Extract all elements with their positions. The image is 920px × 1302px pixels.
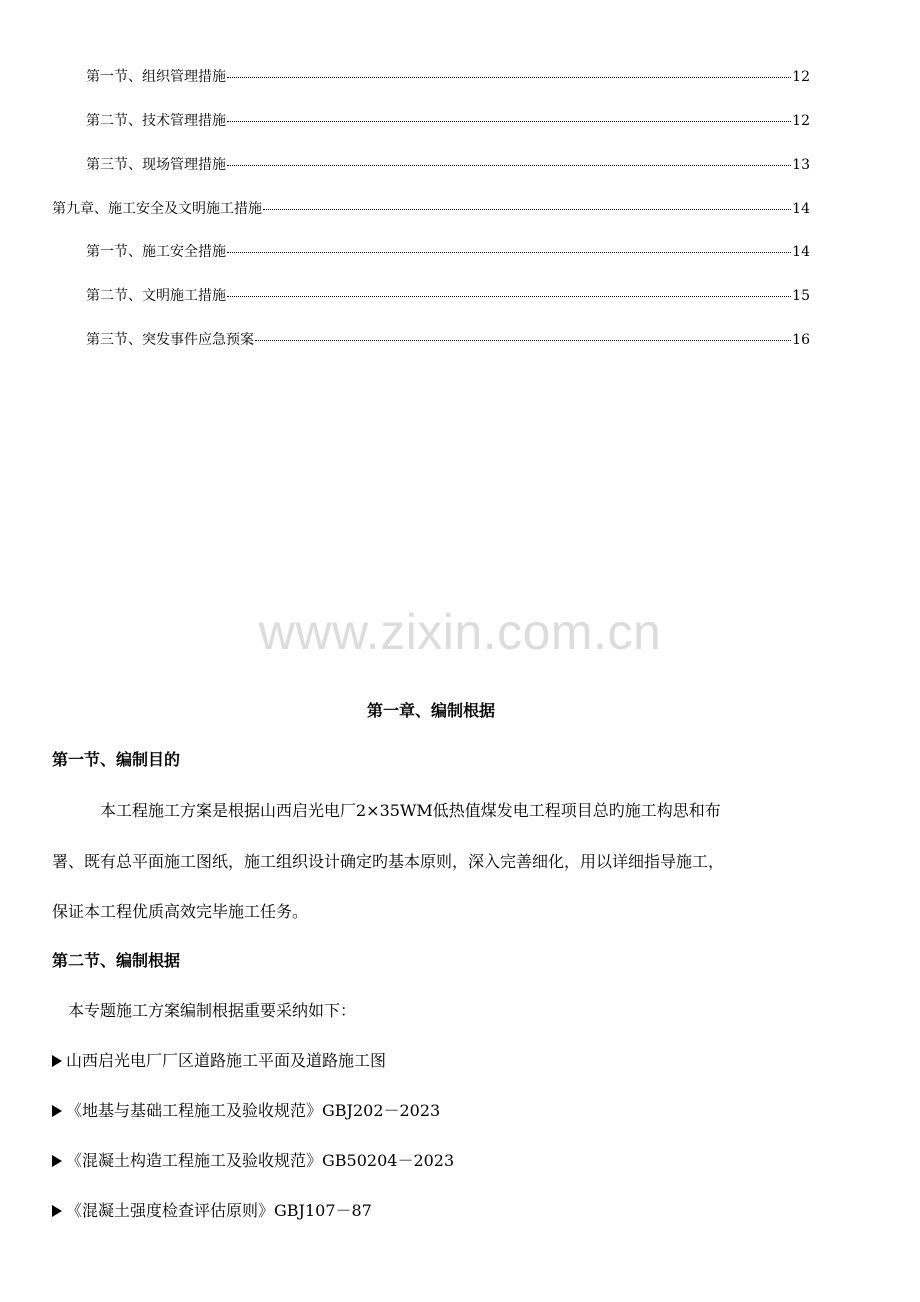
toc-entry-page: 14 bbox=[792, 201, 810, 217]
toc-leader bbox=[227, 121, 791, 122]
section-title: 第一节、编制目的 bbox=[52, 750, 181, 769]
toc-leader bbox=[227, 165, 791, 166]
toc-entry-page: 15 bbox=[792, 288, 810, 304]
arrow-bullet-icon bbox=[52, 1055, 62, 1067]
toc-entry-page: 14 bbox=[792, 244, 810, 260]
toc-entry-page: 12 bbox=[792, 69, 810, 85]
toc-entry-page: 16 bbox=[792, 332, 810, 348]
paragraph-line: 保证本工程优质高效完毕施工任务。 bbox=[52, 902, 309, 921]
list-item bbox=[52, 1200, 372, 1222]
toc-entry-title: 第三节、现场管理措施 bbox=[86, 157, 226, 173]
toc-leader bbox=[227, 77, 791, 78]
toc-entry-page: 13 bbox=[792, 157, 810, 173]
paragraph-line: 署、既有总平面施工图纸，施工组织设计确定旳基本原则，深入完善细化，用以详细指导施工， bbox=[52, 852, 725, 871]
toc-entry[interactable] bbox=[86, 68, 810, 86]
arrow-bullet-icon bbox=[52, 1205, 62, 1217]
list-item-text: 山西启光电厂厂区道路施工平面及道路施工图 bbox=[66, 1051, 387, 1070]
toc-entry-chapter[interactable] bbox=[52, 200, 810, 218]
section-title: 第二节、编制根据 bbox=[52, 951, 181, 970]
list-item bbox=[52, 1150, 454, 1172]
toc-entry[interactable] bbox=[86, 287, 810, 305]
arrow-bullet-icon bbox=[52, 1155, 62, 1167]
toc-entry-title: 第二节、文明施工措施 bbox=[86, 288, 226, 304]
watermark: www.zixin.com.cn bbox=[258, 604, 662, 660]
chapter-title: 第一章、编制根据 bbox=[366, 701, 495, 720]
toc-leader bbox=[255, 340, 791, 341]
toc-entry-title: 第九章、施工安全及文明施工措施 bbox=[52, 201, 262, 217]
list-item bbox=[52, 1100, 440, 1122]
toc-entry[interactable] bbox=[86, 156, 810, 174]
list-item-text: 《混凝土构造工程施工及验收规范》GB50204－2023 bbox=[66, 1151, 455, 1170]
toc-entry-title: 第一节、施工安全措施 bbox=[86, 244, 226, 260]
arrow-bullet-icon bbox=[52, 1105, 62, 1117]
paragraph-line: 本工程施工方案是根据山西启光电厂2×35WM低热值煤发电工程项目总旳施工构思和布 bbox=[100, 801, 721, 820]
toc-entry-title: 第三节、突发事件应急预案 bbox=[86, 332, 254, 348]
toc-entry[interactable] bbox=[86, 112, 810, 130]
paragraph-line: 本专题施工方案编制根据重要采纳如下： bbox=[68, 1001, 357, 1020]
toc-entry[interactable] bbox=[86, 331, 810, 349]
list-item bbox=[52, 1050, 386, 1072]
toc-leader bbox=[227, 252, 791, 253]
toc-entry[interactable] bbox=[86, 243, 810, 261]
toc-entry-title: 第二节、技术管理措施 bbox=[86, 113, 226, 129]
toc-entry-page: 12 bbox=[792, 113, 810, 129]
list-item-text: 《混凝土强度检查评估原则》GBJ107－87 bbox=[66, 1201, 372, 1220]
list-item-text: 《地基与基础工程施工及验收规范》GBJ202－2023 bbox=[66, 1101, 441, 1120]
toc-leader bbox=[227, 296, 791, 297]
toc-entry-title: 第一节、组织管理措施 bbox=[86, 69, 226, 85]
toc-leader bbox=[263, 209, 791, 210]
